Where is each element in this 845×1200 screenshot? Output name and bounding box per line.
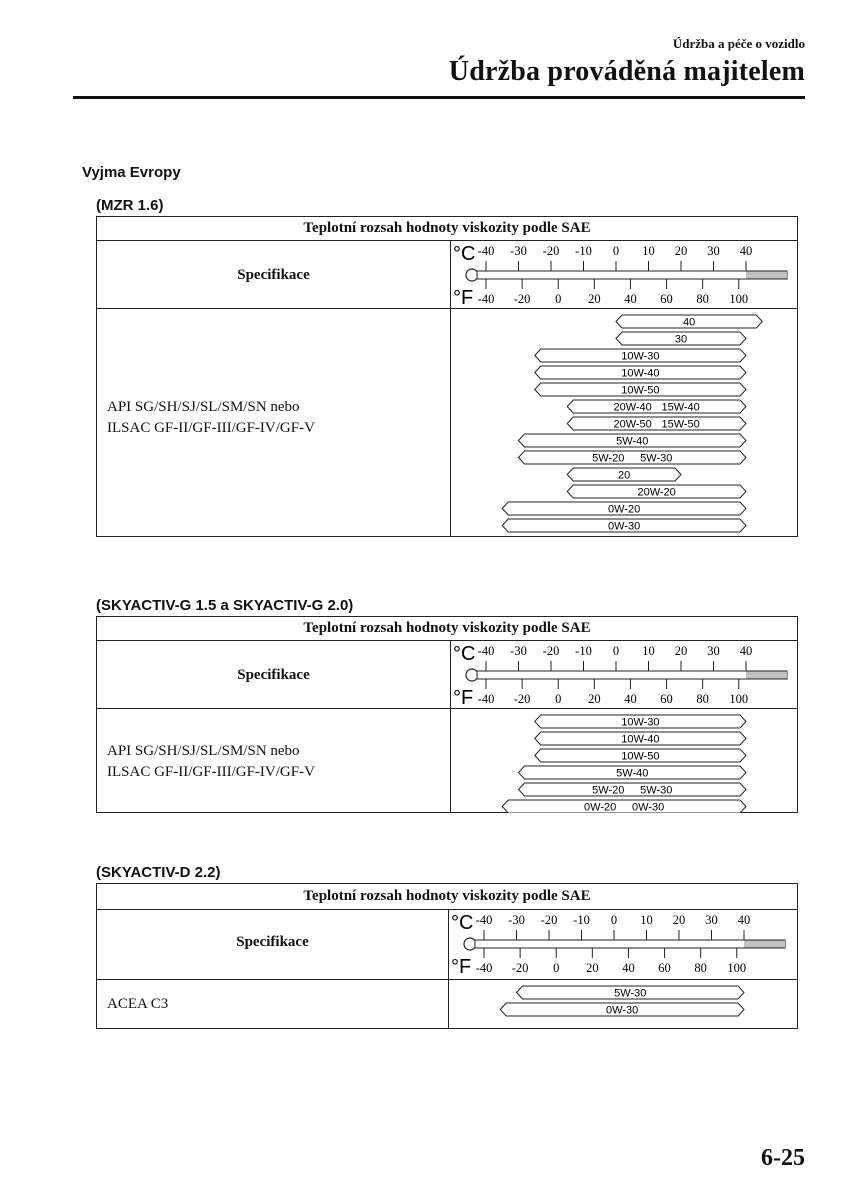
viscosity-grade-label: 30: [674, 333, 688, 346]
viscosity-table-mzr: [96, 216, 798, 537]
celsius-tick-label: -20: [540, 913, 558, 927]
spec-text: [107, 741, 315, 783]
fahrenheit-tick-label: 0: [555, 292, 562, 306]
thermometer-bulb: [466, 669, 478, 681]
viscosity-grade-label: 10W-50: [621, 384, 660, 397]
fahrenheit-symbol: °F: [453, 687, 474, 708]
celsius-tick-label: 30: [707, 244, 720, 258]
celsius-tick-label: -20: [542, 244, 560, 258]
temperature-scale: [449, 909, 797, 979]
viscosity-bands: [451, 709, 797, 813]
fahrenheit-tick-label: 60: [660, 692, 673, 706]
table-header: Teplotní rozsah hodnoty viskozity podle SAE: [97, 217, 797, 241]
viscosity-table-skyactiv-d: [96, 883, 798, 1029]
celsius-tick-label: 20: [674, 244, 688, 258]
viscosity-grade-label: 5W-40: [616, 767, 649, 780]
spec-header: Specifikace: [237, 667, 310, 683]
page-number: 6-25: [761, 1145, 805, 1171]
celsius-symbol: °C: [453, 643, 476, 665]
viscosity-grade-label: 5W-30: [640, 452, 673, 465]
fahrenheit-tick-label: -20: [513, 292, 531, 306]
spec-header: Specifikace: [237, 267, 310, 283]
viscosity-grade-label: 20W-40: [613, 401, 652, 414]
spec-line: ILSAC GF-II/GF-III/GF-IV/GF-V: [107, 420, 315, 436]
header-rule: [73, 96, 805, 99]
spec-line: API SG/SH/SJ/SL/SM/SN nebo: [107, 399, 300, 415]
viscosity-grade-label: 10W-30: [621, 350, 660, 363]
viscosity-band: [519, 451, 747, 464]
celsius-tick-label: 40: [739, 244, 753, 258]
fahrenheit-tick-label: 100: [729, 292, 749, 306]
viscosity-grade-label: 0W-30: [608, 520, 641, 533]
viscosity-grade-label: 15W-50: [661, 418, 700, 431]
viscosity-grade-label: 0W-30: [632, 801, 665, 813]
celsius-tick-label: 10: [642, 644, 655, 658]
celsius-tick-label: 40: [737, 913, 751, 927]
celsius-symbol: °C: [453, 243, 476, 265]
spec-line: ILSAC GF-II/GF-III/GF-IV/GF-V: [107, 764, 315, 780]
fahrenheit-tick-label: 80: [694, 961, 707, 975]
thermometer-tube: [475, 940, 785, 948]
spec-header: Specifikace: [236, 934, 309, 950]
region-heading: Vyjma Evropy: [82, 164, 181, 181]
fahrenheit-tick-label: 80: [696, 692, 709, 706]
spec-line: API SG/SH/SJ/SL/SM/SN nebo: [107, 743, 300, 759]
section-label-skyactiv-g: (SKYACTIV-G 1.5 a SKYACTIV-G 2.0): [96, 597, 354, 614]
fahrenheit-tick-label: 100: [729, 692, 749, 706]
viscosity-table-skyactiv-g: [96, 616, 798, 813]
celsius-tick-label: -10: [575, 244, 592, 258]
thermometer-tube: [477, 671, 787, 679]
viscosity-grade-label: 10W-50: [621, 750, 660, 763]
celsius-tick-label: -10: [575, 644, 592, 658]
running-header: Údržba a péče o vozidlo: [672, 36, 805, 51]
fahrenheit-symbol: °F: [451, 956, 472, 978]
viscosity-grade-label: 15W-40: [661, 401, 700, 414]
fahrenheit-tick-label: 40: [622, 961, 635, 975]
fahrenheit-tick-label: -20: [513, 692, 531, 706]
section-label-skyactiv-d: (SKYACTIV-D 2.2): [96, 864, 221, 881]
fahrenheit-tick-label: 100: [727, 961, 747, 975]
fahrenheit-tick-label: 20: [588, 292, 601, 306]
temperature-scale: [451, 640, 797, 708]
celsius-tick-label: -20: [542, 644, 560, 658]
spec-text: [107, 994, 168, 1015]
spec-text: [107, 397, 315, 439]
thermometer-fill: [746, 272, 787, 279]
celsius-tick-label: 20: [672, 913, 686, 927]
fahrenheit-tick-label: 80: [696, 292, 709, 306]
viscosity-band: [502, 800, 746, 813]
celsius-symbol: °C: [451, 912, 474, 934]
celsius-tick-label: -40: [475, 913, 493, 927]
fahrenheit-tick-label: -40: [477, 292, 495, 306]
celsius-tick-label: -30: [510, 644, 527, 658]
celsius-tick-label: 40: [739, 644, 753, 658]
viscosity-grade-label: 20W-20: [637, 486, 676, 499]
spec-line: ACEA C3: [107, 996, 169, 1012]
celsius-tick-label: -40: [477, 644, 495, 658]
viscosity-grade-label: 0W-30: [606, 1004, 639, 1017]
table-header: Teplotní rozsah hodnoty viskozity podle SAE: [97, 884, 797, 910]
celsius-tick-label: -30: [510, 244, 527, 258]
fahrenheit-tick-label: 60: [660, 292, 673, 306]
viscosity-grade-label: 5W-20: [592, 452, 625, 465]
page-title: Údržba prováděná majitelem: [448, 56, 805, 87]
viscosity-grade-label: 20W-50: [613, 418, 652, 431]
viscosity-grade-label: 5W-30: [614, 987, 647, 1000]
fahrenheit-tick-label: -40: [475, 961, 493, 975]
fahrenheit-tick-label: 40: [624, 692, 637, 706]
celsius-tick-label: 10: [640, 913, 653, 927]
viscosity-bands: [451, 309, 797, 536]
celsius-tick-label: 10: [642, 244, 655, 258]
thermometer-fill: [746, 672, 787, 679]
fahrenheit-tick-label: 20: [588, 692, 601, 706]
fahrenheit-tick-label: 60: [658, 961, 671, 975]
celsius-tick-label: 30: [707, 644, 720, 658]
celsius-tick-label: 0: [610, 913, 618, 927]
fahrenheit-tick-label: 40: [624, 292, 637, 306]
viscosity-grade-label: 5W-30: [640, 784, 673, 797]
celsius-tick-label: -10: [573, 913, 590, 927]
thermometer-fill: [744, 941, 785, 948]
temperature-scale: [451, 240, 797, 308]
viscosity-band: [567, 417, 746, 430]
fahrenheit-tick-label: 20: [586, 961, 599, 975]
viscosity-grade-label: 20: [618, 469, 631, 482]
section-label-mzr: (MZR 1.6): [96, 197, 164, 214]
table-header: Teplotní rozsah hodnoty viskozity podle SAE: [97, 617, 797, 641]
fahrenheit-tick-label: 0: [553, 961, 560, 975]
viscosity-grade-label: 0W-20: [584, 801, 617, 813]
thermometer-bulb: [464, 938, 476, 950]
viscosity-grade-label: 10W-40: [621, 733, 660, 746]
thermometer-bulb: [466, 269, 478, 281]
viscosity-grade-label: 5W-20: [592, 784, 625, 797]
fahrenheit-tick-label: 0: [555, 692, 562, 706]
fahrenheit-tick-label: -40: [477, 692, 495, 706]
celsius-tick-label: 0: [612, 644, 620, 658]
celsius-tick-label: -30: [508, 913, 525, 927]
viscosity-grade-label: 10W-30: [621, 716, 660, 729]
viscosity-grade-label: 0W-20: [608, 503, 641, 516]
fahrenheit-symbol: °F: [453, 287, 474, 308]
thermometer-tube: [477, 271, 787, 279]
celsius-tick-label: 20: [674, 644, 688, 658]
viscosity-grade-label: 10W-40: [621, 367, 660, 380]
viscosity-band: [519, 783, 747, 796]
celsius-tick-label: 30: [705, 913, 718, 927]
viscosity-bands: [449, 980, 797, 1028]
viscosity-grade-label: 40: [683, 316, 696, 329]
viscosity-grade-label: 5W-40: [616, 435, 649, 448]
viscosity-band: [567, 400, 746, 413]
celsius-tick-label: 0: [612, 244, 620, 258]
fahrenheit-tick-label: -20: [511, 961, 529, 975]
celsius-tick-label: -40: [477, 244, 495, 258]
